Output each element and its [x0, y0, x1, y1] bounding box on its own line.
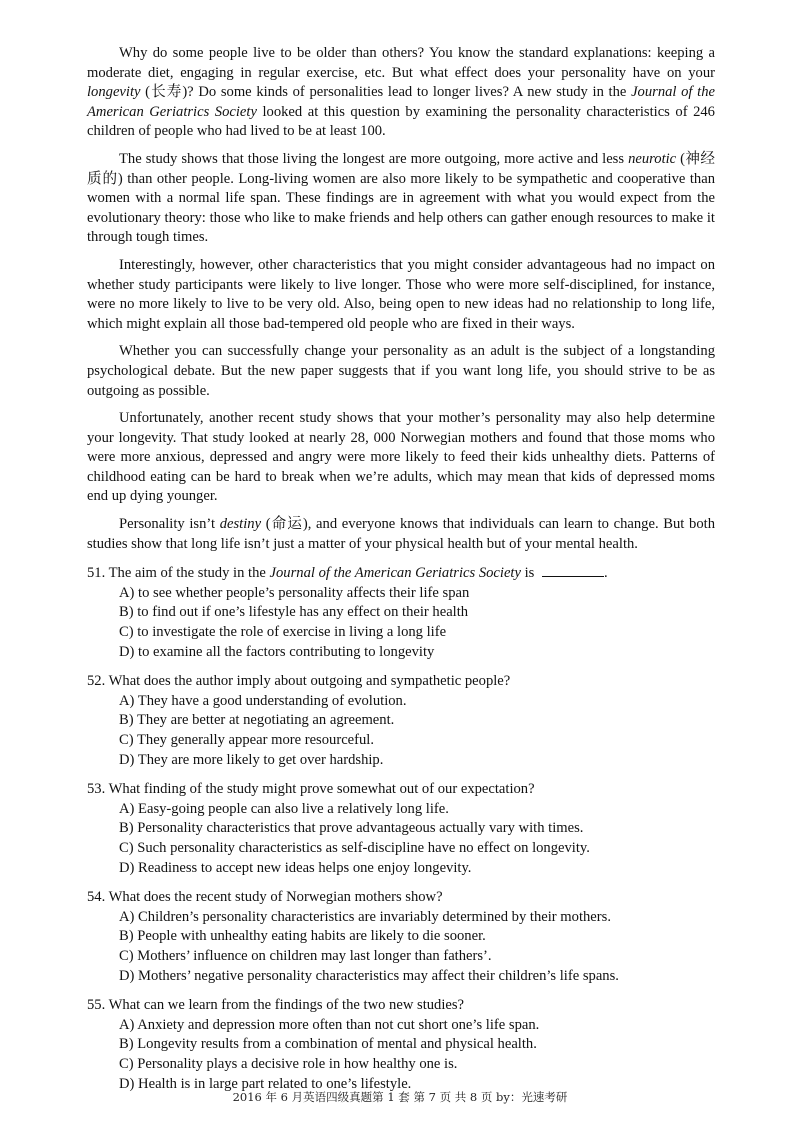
answer-blank	[542, 564, 604, 577]
page-footer: 2016 年 6 月英语四级真题第 1 套 第 7 页 共 8 页 by：光速考研	[232, 1090, 568, 1104]
answer-option: B) They are better at negotiating an agreement.	[119, 712, 395, 729]
answer-option: A) Easy-going people can also live a relatively long life.	[119, 800, 449, 817]
answer-options	[87, 908, 715, 986]
answer-option: B) to find out if one’s lifestyle has any effect on their health	[119, 604, 469, 621]
text-run: 52. What does the author imply about outgoing and sympathetic people?	[87, 673, 511, 690]
italic-term: longevity	[87, 84, 141, 101]
text-run: is	[520, 565, 538, 582]
question-item	[87, 888, 715, 986]
text-run: 53. What finding of the study might prove somewhat out of our expectation?	[87, 781, 535, 798]
answer-option: C) to investigate the role of exercise in living a long life	[119, 624, 447, 641]
question-item	[87, 564, 715, 662]
answer-option: A) to see whether people’s personality affects their life span	[119, 584, 470, 601]
answer-option: C) Such personality characteristics as self-discipline have no effect on longevity.	[119, 839, 590, 856]
answer-options	[87, 692, 715, 770]
passage-paragraph	[87, 256, 715, 334]
question-stem	[87, 888, 715, 908]
passage-paragraph	[87, 150, 715, 248]
answer-option: D) Readiness to accept new ideas helps one enjoy longevity.	[119, 859, 472, 876]
text-run: (命运), and everyone knows that individuals can learn to change. But both studies show that long life isn’t just a matter of your physical health but of your mental health.	[87, 516, 715, 552]
answer-option: D) Health is in large part related to one’s lifestyle.	[119, 1075, 412, 1092]
answer-option: D) Mothers’ negative personality characteristics may affect their children’s life spans.	[119, 967, 619, 984]
text-run: (神经质的) than other people. Long-living women are also more likely to be sympathetic and cooperative than women with a normal life span. These findings are in agreement with what you would expect from the evolutionary theory: those who like to make friends and help others can gather enough resources to make it through tough times.	[87, 150, 715, 246]
answer-option: C) They generally appear more resourceful.	[119, 732, 375, 748]
exam-page	[87, 44, 715, 1104]
italic-term: Journal of the American Geriatrics Society	[87, 84, 715, 120]
passage-paragraph	[87, 342, 715, 401]
text-run: The study shows that those living the longest are more outgoing, more active and less	[119, 150, 629, 167]
answer-option: B) People with unhealthy eating habits are likely to die sooner.	[119, 928, 486, 945]
answer-option: C) Mothers’ influence on children may last longer than fathers’.	[119, 947, 492, 964]
question-list	[87, 564, 715, 1094]
answer-option: C) Personality plays a decisive role in how healthy one is.	[119, 1055, 458, 1072]
text-run: 54. What does the recent study of Norwegian mothers show?	[87, 889, 443, 906]
text-run: Unfortunately, another recent study shows that your mother’s personality may also help determine your longevity. That study looked at nearly 28, 000 Norwegian mothers and found that those moms who were more anxious, depressed and angry were more likely to feed their kids unhealthy diets. Patterns of childhood eating can be hard to break when we’re adults, which may mean that kids of depressed moms end up dying younger.	[87, 410, 715, 505]
passage-paragraph	[87, 409, 715, 507]
answer-option: A) They have a good understanding of evolution.	[119, 692, 407, 709]
italic-term: neurotic	[628, 150, 677, 167]
question-stem	[87, 672, 715, 692]
question-item	[87, 780, 715, 878]
text-run: .	[603, 565, 608, 582]
question-stem	[87, 996, 715, 1016]
italic-term: destiny	[219, 516, 262, 533]
answer-option: B) Longevity results from a combination of mental and physical health.	[119, 1036, 537, 1053]
answer-option: A) Anxiety and depression more often than not cut short one’s life span.	[119, 1016, 540, 1033]
question-item	[87, 996, 715, 1094]
passage-paragraph	[87, 44, 715, 142]
text-run: (长寿)? Do some kinds of personalities lead to longer lives? A new study in the	[140, 84, 632, 101]
text-run: looked at this question by examining the personality characteristics of 246 children of people who had lived to be at least 100.	[87, 103, 715, 140]
answer-option: D) They are more likely to get over hardship.	[119, 751, 384, 768]
reading-passage	[87, 44, 715, 554]
answer-option: D) to examine all the factors contributing to longevity	[119, 643, 435, 660]
answer-option: B) Personality characteristics that prove advantageous actually vary with times.	[119, 820, 584, 837]
text-run: Interestingly, however, other characteristics that you might consider advantageous had no impact on whether study participants were likely to live longer. Those who were more self-disciplined, for instance, were no more likely to live to be very old. Also, being open to new ideas had no relationship to long life, which might explain all those bad-tempered old people who are fixed in their ways.	[87, 256, 715, 332]
answer-options	[87, 800, 715, 878]
text-run: 51. The aim of the study in the	[87, 565, 270, 582]
passage-paragraph	[87, 515, 715, 554]
text-run: Why do some people live to be older than others? You know the standard explanations: keeping a moderate diet, engaging in regular exercise, etc. But what effect does your personality have on your	[87, 45, 715, 81]
question-stem	[87, 780, 715, 800]
question-stem	[87, 564, 715, 584]
answer-options	[87, 584, 715, 662]
text-run: 55. What can we learn from the findings of the two new studies?	[87, 997, 465, 1014]
answer-option: A) Children’s personality characteristics are invariably determined by their mothers.	[119, 908, 611, 925]
text-run: Whether you can successfully change your personality as an adult is the subject of a longstanding psychological debate. But the new paper suggests that if you want long life, you should strive to be as outgoing as possible.	[87, 343, 715, 399]
answer-options	[87, 1016, 715, 1094]
italic-term: Journal of the American Geriatrics Society	[269, 565, 521, 582]
text-run: Personality isn’t	[119, 516, 220, 533]
question-item	[87, 672, 715, 770]
